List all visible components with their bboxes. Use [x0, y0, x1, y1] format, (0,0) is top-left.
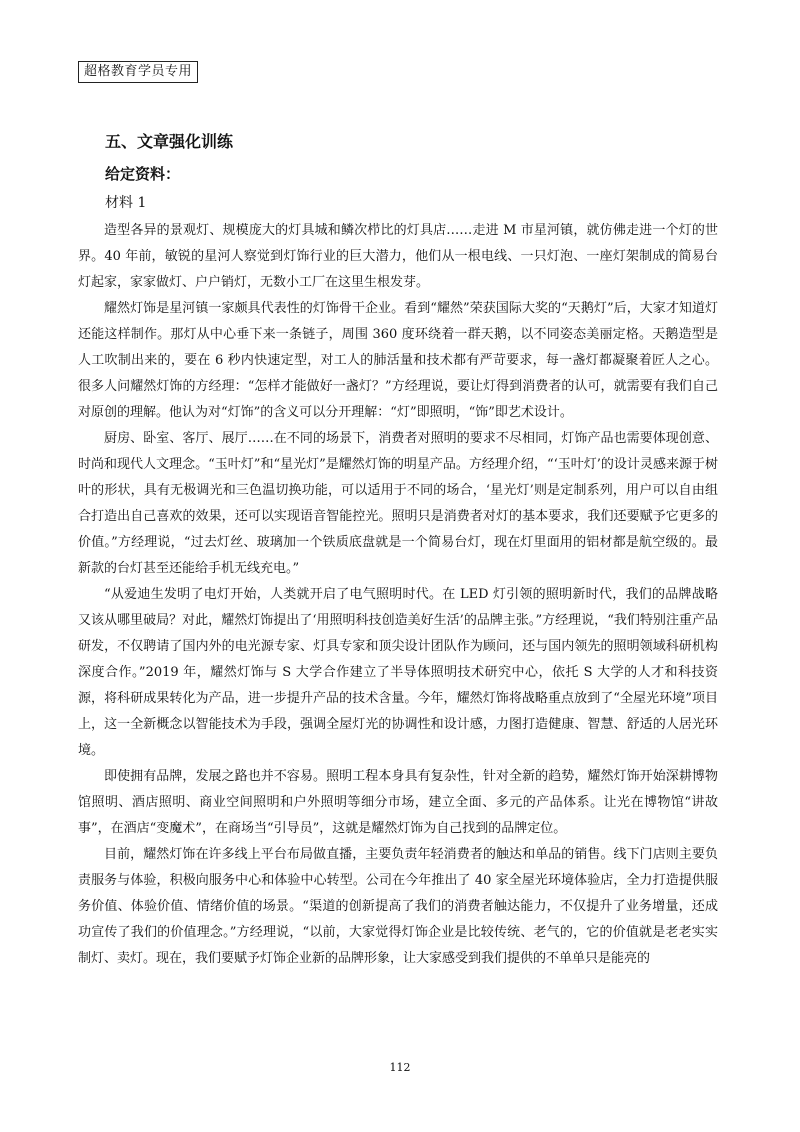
page-number: 112: [389, 1061, 411, 1074]
paragraph: 耀然灯饰是星河镇一家颇具代表性的灯饰骨干企业。看到“耀然”荣获国际大奖的“天鹅灯”后，大家才知道灯还能这样制作。那灯从中心垂下来一条链子，周围 360 度环绕着一群天鹅，以不同姿态美丽定格。天鹅造型是人工吹制出来的，要在 6 秒内快速定型，对工人的肺活量和技术都有严苛要求，每一盏灯都凝聚着匠人之心。很多人问耀然灯饰的方经理：“怎样才能做好一盏灯？”方经理说，要让灯得到消费者的认可，就需要有我们自己对原创的理解。他认为对“灯饰”的含义可以分开理解：“灯”即照明，“饰”即艺术设计。: [78, 301, 718, 420]
material-body: [78, 218, 718, 972]
material-label: 材料 1: [105, 195, 147, 211]
paragraph: “从爱迪生发明了电灯开始，人类就开启了电气照明时代。在 LED 灯引领的照明新时代，我们的品牌战略又该从哪里破局？对此，耀然灯饰提出了‘用照明科技创造美好生活’的品牌主张。”方经理说，“我们特别注重产品研发，不仅聘请了国内外的电光源专家、灯具专家和顶尖设计团队作为顾问，还与国内领先的照明领域科研机构深度合作。”2019 年，耀然灯饰与 S 大学合作建立了半导体照明技术研究中心，依托 S 大学的人才和科技资源，将科研成果转化为产品，进一步提升产品的技术含量。今年，耀然灯饰将战略重点放到了“全屋光环境”项目上，这一全新概念以智能技术为手段，强调全屋灯光的协调性和设计感，力图打造健康、智慧、舒适的人居光环境。: [78, 587, 718, 758]
paragraph: 即使拥有品牌，发展之路也并不容易。照明工程本身具有复杂性，针对全新的趋势，耀然灯饰开始深耕博物馆照明、酒店照明、商业空间照明和户外照明等细分市场，建立全面、多元的产品体系。让光在博物馆“讲故事”，在酒店“变魔术”，在商场当“引导员”，这就是耀然灯饰为自己找到的品牌定位。: [78, 769, 718, 836]
paragraph: 造型各异的景观灯、规模庞大的灯具城和鳞次栉比的灯具店……走进 M 市星河镇，就仿佛走进一个灯的世界。40 年前，敏锐的星河人察觉到灯饰行业的巨大潜力，他们从一根电线、一只灯泡、一座灯架制成的简易台灯起家，家家做灯、户户销灯，无数小工厂在这里生根发芽。: [78, 223, 718, 290]
given-materials-label: 给定资料：: [105, 165, 181, 183]
paragraph: 厨房、卧室、客厅、展厅……在不同的场景下，消费者对照明的要求不尽相同，灯饰产品也需要体现创意、时尚和现代人文理念。“玉叶灯”和“星光灯”是耀然灯饰的明星产品。方经理介绍，“‘玉叶灯’的设计灵感来源于树叶的形状，具有无极调光和三色温切换功能，可以适用于不同的场合，‘星光灯’则是定制系列，用户可以自由组合打造出自己喜欢的效果，还可以实现语音智能控光。照明只是消费者对灯的基本要求，我们还要赋予它更多的价值。”方经理说，“过去灯丝、玻璃加一个铁质底盘就是一个简易台灯，现在灯里面用的铝材都是航空级的。最新款的台灯甚至还能给手机无线充电。”: [78, 431, 718, 576]
section-title: 五、文章强化训练: [105, 132, 234, 151]
header-label: 超格教育学员专用: [78, 61, 198, 83]
paragraph: 目前，耀然灯饰在许多线上平台布局做直播，主要负责年轻消费者的触达和单品的销售。线下门店则主要负责服务与体验，积极向服务中心和体验中心转型。公司在今年推出了 40 家全屋光环境体验店，全力打造提供服务价值、体验价值、情绪价值的场景。“渠道的创新提高了我们的消费者触达能力，不仅提升了业务增量，还成功宣传了我们的价值理念。”方经理说，“以前，大家觉得灯饰企业是比较传统、老气的，它的价值就是老老实实制灯、卖灯。现在，我们要赋予灯饰企业新的品牌形象，让大家感受到我们提供的不单单只是能亮的: [78, 847, 718, 966]
